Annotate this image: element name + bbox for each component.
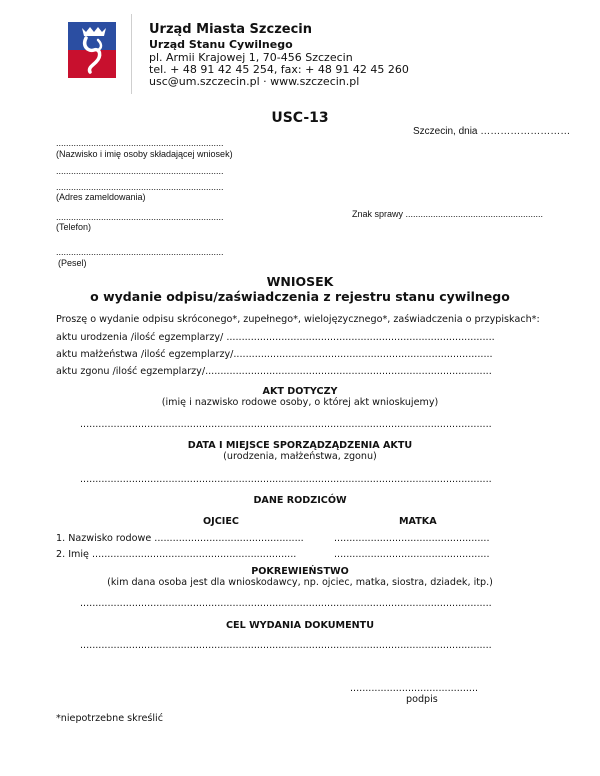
act-concerning-dots: .......................................................................................................................................	[80, 419, 492, 430]
pesel-dots: ...................................................................	[56, 247, 224, 257]
phone-label: (Telefon)	[56, 222, 92, 232]
act-concerning-subtitle: (imię i nazwisko rodowe osoby, o której akt wnioskujemy)	[161, 397, 439, 408]
phone-dots: ...................................................................	[56, 212, 224, 222]
office-address: pl. Armii Krajowej 1, 70-456 Szczecin	[149, 51, 353, 64]
date-place-subtitle: (urodzenia, małżeństwa, zgonu)	[223, 451, 377, 462]
first-name-mother-dots: ...................................................	[334, 549, 490, 560]
address-dots-2: ...................................................................	[56, 182, 224, 192]
case-reference: Znak sprawy .......................................................	[352, 209, 544, 219]
applicant-name-dots: ...................................................................	[56, 138, 224, 148]
purpose-title: CEL WYDANIA DOKUMENTU	[226, 620, 374, 631]
footnote: *niepotrzebne skreślić	[56, 713, 163, 724]
address-label: (Adres zameldowania)	[56, 192, 146, 202]
form-code: USC-13	[271, 110, 329, 126]
applicant-name-label: (Nazwisko i imię osoby składającej wniosek)	[56, 149, 233, 159]
date-place-title: DATA I MIEJSCE SPORZĄDZĄDZENIA AKTU	[187, 440, 413, 451]
city-crest-icon	[68, 22, 116, 78]
death-certificate-line: aktu zgonu /ilość egzemplarzy/..............................................................................................	[56, 366, 492, 377]
purpose-dots: .......................................................................................................................................	[80, 640, 492, 651]
signature-dots: ..........................................	[350, 683, 479, 694]
surname-mother-dots: ...................................................	[334, 533, 490, 544]
act-concerning-title: AKT DOTYCZY	[262, 386, 338, 397]
mother-heading: MATKA	[399, 516, 437, 527]
form-subtitle: o wydanie odpisu/zaświadczenia z rejestru stanu cywilnego	[90, 289, 510, 304]
signature-label: podpis	[406, 694, 438, 705]
marriage-certificate-line: aktu małżeństwa /ilość egzemplarzy/.....................................................................................	[56, 349, 493, 360]
relation-title: POKREWIEŃSTWO	[251, 566, 349, 577]
header-divider	[131, 14, 132, 94]
form-title: WNIOSEK	[266, 274, 334, 289]
relation-subtitle: (kim dana osoba jest dla wnioskodawcy, np. ojciec, matka, siostra, dziadek, itp.)	[107, 577, 493, 588]
city-date: Szczecin, dnia ………………………	[413, 126, 571, 137]
parents-title: DANE RODZICÓW	[253, 495, 347, 506]
office-phones: tel. + 48 91 42 45 254, fax: + 48 91 42 45 260	[149, 63, 409, 76]
request-intro: Proszę o wydanie odpisu skróconego*, zupełnego*, wielojęzycznego*, zaświadczenia o przypiskach*:	[56, 314, 540, 325]
birth-certificate-line: aktu urodzenia /ilość egzemplarzy/ ........................................................................................	[56, 332, 495, 343]
city-logo	[68, 22, 116, 78]
office-name: Urząd Stanu Cywilnego	[149, 38, 293, 51]
surname-row: 1. Nazwisko rodowe .................................................	[56, 533, 304, 544]
first-name-row: 2. Imię ...................................................................	[56, 549, 297, 560]
org-name: Urząd Miasta Szczecin	[149, 22, 312, 37]
date-place-dots: .......................................................................................................................................	[80, 474, 492, 485]
father-heading: OJCIEC	[203, 516, 239, 527]
office-contact: usc@um.szczecin.pl · www.szczecin.pl	[149, 75, 360, 88]
pesel-label: (Pesel)	[58, 258, 87, 268]
address-dots-1: ...................................................................	[56, 166, 224, 176]
relation-dots: .......................................................................................................................................	[80, 598, 492, 609]
